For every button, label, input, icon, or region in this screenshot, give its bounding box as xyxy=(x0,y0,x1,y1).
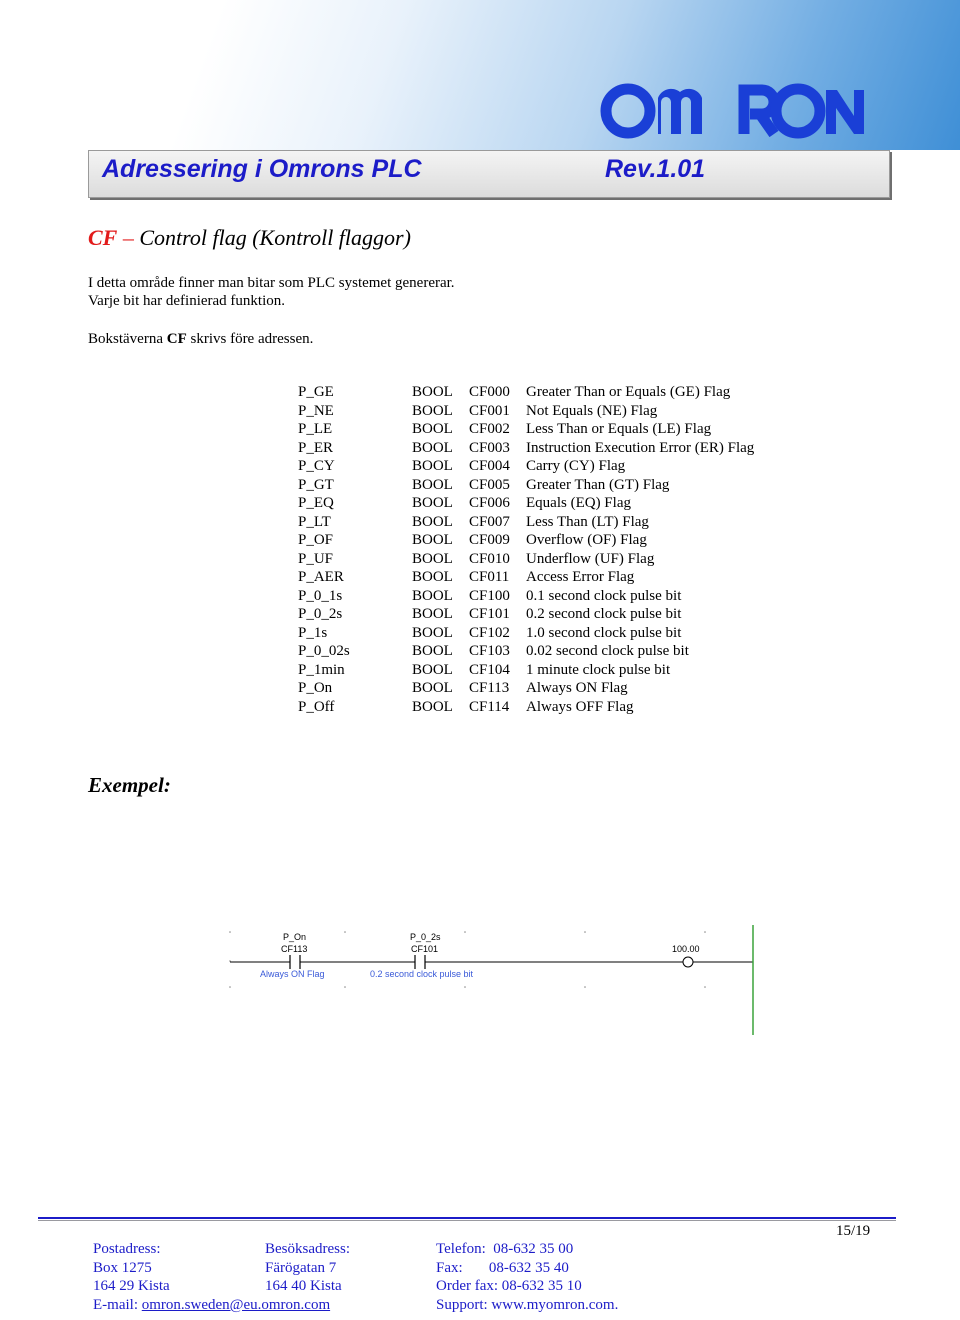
flag-address: CF002 xyxy=(469,421,510,437)
intro-line-3-pre: Bokstäverna xyxy=(88,331,167,347)
flag-description: Underflow (UF) Flag xyxy=(526,550,655,567)
flag-description: Access Error Flag xyxy=(526,569,635,585)
flag-address: CF009 xyxy=(469,532,510,548)
flag-name: P_GT xyxy=(298,476,334,493)
flag-name: P_CY xyxy=(298,458,335,474)
flag-row xyxy=(298,642,754,661)
flag-name: P_LE xyxy=(298,421,333,437)
example-label: Exempel: xyxy=(88,773,171,797)
flag-address: CF113 xyxy=(469,680,510,696)
flag-address: CF003 xyxy=(469,439,510,456)
flag-address: CF104 xyxy=(469,661,510,678)
flag-row xyxy=(298,457,754,476)
flag-name: P_Off xyxy=(298,698,335,715)
flag-type: BOOL xyxy=(412,532,453,548)
flag-row xyxy=(298,587,754,606)
flag-address: CF006 xyxy=(469,495,510,511)
flag-description: Carry (CY) Flag xyxy=(526,458,626,474)
flag-name: P_NE xyxy=(298,402,334,419)
footer-divider-shadow xyxy=(38,1220,896,1221)
flag-address: CF004 xyxy=(469,458,510,474)
flag-type: BOOL xyxy=(412,643,453,659)
output-coil[interactable] xyxy=(683,957,693,967)
intro-line-3 xyxy=(88,331,313,348)
flag-row xyxy=(298,568,754,587)
contact1-name: P_On xyxy=(283,932,307,942)
flag-type: BOOL xyxy=(412,402,453,419)
revision-label: Rev.1.01 xyxy=(605,155,706,183)
flag-description: Instruction Execution Error (ER) Flag xyxy=(526,439,755,456)
flag-description: Overflow (OF) Flag xyxy=(526,532,647,548)
flag-address: CF100 xyxy=(469,587,510,604)
flag-type: BOOL xyxy=(412,661,453,678)
flag-type: BOOL xyxy=(412,458,453,474)
page-number: 15/19 xyxy=(836,1223,871,1239)
heading-dash: – xyxy=(122,225,134,250)
contact1-address: CF113 xyxy=(281,944,308,954)
phone: Telefon: 08-632 35 00 xyxy=(436,1241,574,1257)
intro-line-1: I detta område finner man bitar som PLC systemet genererar. xyxy=(88,275,455,291)
flag-row xyxy=(298,661,754,680)
flag-description: 0.2 second clock pulse bit xyxy=(526,606,682,622)
postal-city: 164 29 Kista xyxy=(93,1278,170,1295)
control-flag-table xyxy=(298,383,754,716)
flag-description: 0.02 second clock pulse bit xyxy=(526,643,689,659)
visit-street: Färögatan 7 xyxy=(265,1259,337,1276)
flag-name: P_On xyxy=(298,680,333,696)
intro-line-3-bold: CF xyxy=(166,331,187,347)
flag-type: BOOL xyxy=(412,680,453,696)
ladder-diagram xyxy=(225,925,765,1040)
contact2-name: P_0_2s xyxy=(410,932,441,942)
flag-name: P_1min xyxy=(298,661,345,678)
flag-name: P_0_2s xyxy=(298,606,343,622)
flag-name: P_1s xyxy=(298,624,328,641)
flag-type: BOOL xyxy=(412,476,453,493)
flag-address: CF102 xyxy=(469,624,510,641)
order-fax: Order fax: 08-632 35 10 xyxy=(436,1278,582,1295)
flag-address: CF010 xyxy=(469,550,510,567)
flag-type: BOOL xyxy=(412,421,453,437)
flag-name: P_EQ xyxy=(298,495,334,511)
footer-visit xyxy=(265,1240,350,1296)
flag-description: Equals (EQ) Flag xyxy=(526,495,631,511)
flag-row xyxy=(298,402,754,421)
flag-type: BOOL xyxy=(412,439,453,456)
flag-description: Less Than or Equals (LE) Flag xyxy=(526,421,712,437)
flag-type: BOOL xyxy=(412,624,453,641)
heading-text: Control flag (Kontroll flaggor) xyxy=(139,225,411,250)
flag-address: CF005 xyxy=(469,476,510,493)
flag-row xyxy=(298,624,754,643)
flag-row xyxy=(298,698,754,717)
flag-address: CF001 xyxy=(469,402,510,419)
email-label: E-mail: xyxy=(93,1296,138,1313)
flag-address: CF103 xyxy=(469,643,510,659)
flag-type: BOOL xyxy=(412,513,453,530)
flag-description: Greater Than or Equals (GE) Flag xyxy=(526,384,731,400)
flag-row xyxy=(298,439,754,458)
flag-name: P_ER xyxy=(298,439,334,456)
flag-row xyxy=(298,679,754,698)
flag-type: BOOL xyxy=(412,384,453,400)
intro-line-2: Varje bit har definierad funktion. xyxy=(88,293,286,309)
flag-type: BOOL xyxy=(412,606,453,622)
flag-name: P_0_1s xyxy=(298,587,343,604)
flag-row xyxy=(298,513,754,532)
flag-name: P_0_02s xyxy=(298,643,350,659)
flag-row xyxy=(298,550,754,569)
flag-description: Less Than (LT) Flag xyxy=(526,513,649,530)
flag-name: P_AER xyxy=(298,569,344,585)
flag-description: 0.1 second clock pulse bit xyxy=(526,587,682,604)
contact2-comment: 0.2 second clock pulse bit xyxy=(370,969,474,979)
flag-address: CF011 xyxy=(469,569,510,585)
flag-type: BOOL xyxy=(412,495,453,511)
coil-address: 100.00 xyxy=(672,944,700,954)
flag-type: BOOL xyxy=(412,587,453,604)
contact1-comment: Always ON Flag xyxy=(260,969,325,979)
flag-address: CF000 xyxy=(469,384,510,400)
contact2-address: CF101 xyxy=(411,944,439,954)
flag-description: 1 minute clock pulse bit xyxy=(526,661,671,678)
flag-row xyxy=(298,420,754,439)
flag-row xyxy=(298,531,754,550)
intro-line-3-post: skrivs före adressen. xyxy=(186,331,314,347)
flag-row xyxy=(298,383,754,402)
flag-name: P_OF xyxy=(298,532,334,548)
flag-description: Always OFF Flag xyxy=(526,698,634,715)
flag-name: P_UF xyxy=(298,550,334,567)
fax: Fax: 08-632 35 40 xyxy=(436,1259,569,1276)
flag-row xyxy=(298,605,754,624)
flag-type: BOOL xyxy=(412,698,453,715)
visit-label: Besöksadress: xyxy=(265,1241,350,1257)
heading-prefix: CF xyxy=(88,225,118,250)
flag-name: P_GE xyxy=(298,384,334,400)
flag-address: CF007 xyxy=(469,513,510,530)
footer-divider xyxy=(38,1217,896,1219)
postal-label: Postadress: xyxy=(93,1241,161,1257)
flag-description: 1.0 second clock pulse bit xyxy=(526,624,682,641)
support-link[interactable]: Support: www.myomron.com. xyxy=(436,1296,619,1313)
flag-type: BOOL xyxy=(412,550,453,567)
flag-name: P_LT xyxy=(298,513,331,530)
visit-city: 164 40 Kista xyxy=(265,1278,342,1295)
flag-address: CF114 xyxy=(469,698,510,715)
email-link[interactable]: omron.sweden@eu.omron.com xyxy=(141,1296,331,1313)
document-title: Adressering i Omrons PLC xyxy=(102,155,422,183)
flag-row xyxy=(298,476,754,495)
flag-type: BOOL xyxy=(412,569,453,585)
flag-description: Not Equals (NE) Flag xyxy=(526,402,658,419)
flag-address: CF101 xyxy=(469,606,510,622)
footer-contact xyxy=(436,1240,618,1314)
omron-logo xyxy=(600,82,865,140)
postal-box: Box 1275 xyxy=(93,1259,152,1276)
flag-description: Always ON Flag xyxy=(526,680,628,696)
section-heading xyxy=(88,225,411,251)
flag-description: Greater Than (GT) Flag xyxy=(526,476,670,493)
flag-row xyxy=(298,494,754,513)
